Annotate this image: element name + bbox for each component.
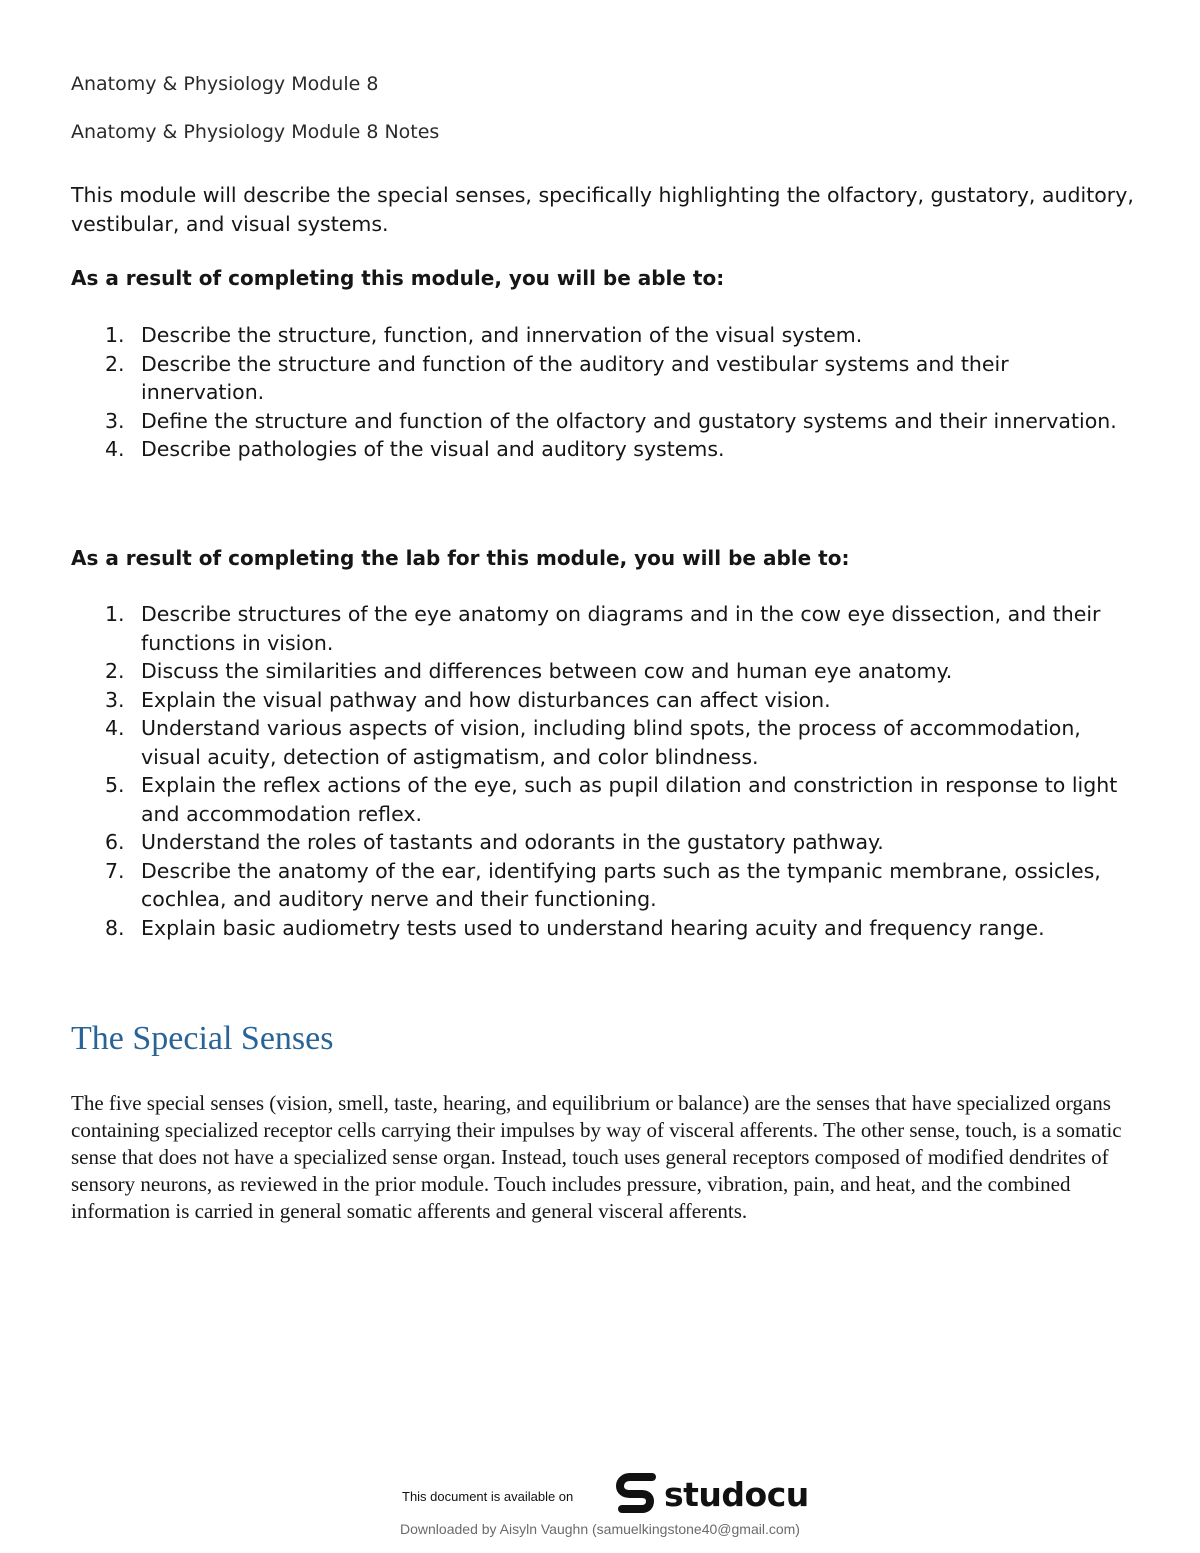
list-number: 1. [105,602,125,626]
list-item [71,771,1131,828]
list-item [71,857,1131,914]
list-item [71,657,1131,686]
list-item [71,407,1131,436]
module-objectives-heading: As a result of completing this module, you will be able to: [71,266,725,290]
list-item-text: Explain basic audiometry tests used to understand hearing acuity and frequency range. [141,915,1045,940]
list-number: 3. [105,687,125,712]
list-item-text: Describe the structure and function of the auditory and vestibular systems and their innervation. [141,351,1009,404]
list-item [71,435,1131,464]
list-item-text: Describe pathologies of the visual and auditory systems. [141,437,725,461]
list-item [71,686,1131,715]
document-header-title: Anatomy & Physiology Module 8 [71,73,379,95]
list-item [71,600,1131,657]
studocu-footer [0,1468,1200,1548]
list-number: 4. [105,716,125,740]
list-item-text: Understand various aspects of vision, including blind spots, the process of accommodation, visual acuity, detection of astigmatism, and color blindness. [141,716,1081,769]
list-item-text: Describe the anatomy of the ear, identifying parts such as the tympanic membrane, ossicles, cochlea, and auditory nerve and their functioning. [141,858,1101,911]
document-header-subtitle: Anatomy & Physiology Module 8 Notes [71,121,440,143]
list-item-text: Understand the roles of tastants and odorants in the gustatory pathway. [141,830,884,854]
list-item [71,828,1131,857]
list-number: 8. [105,915,125,940]
studocu-logo-icon [614,1471,660,1517]
lab-objectives-heading: As a result of completing the lab for this module, you will be able to: [71,546,850,570]
list-number: 1. [105,323,125,347]
intro-paragraph: This module will describe the special senses, specifically highlighting the olfactory, gustatory, auditory, vestibular, and visual systems. [71,183,1134,236]
list-item [71,350,1131,407]
section-heading: The Special Senses [71,1020,334,1057]
list-number: 2. [105,659,125,683]
list-item-text: Discuss the similarities and differences between cow and human eye anatomy. [141,659,953,683]
list-item [71,321,1131,350]
studocu-logo-text: studocu [664,1474,809,1514]
list-item-text: Explain the reflex actions of the eye, such as pupil dilation and constriction in response to light and accommodation reflex. [141,773,1118,826]
list-number: 2. [105,351,125,376]
list-item [71,914,1131,943]
lab-objectives-list [71,600,1131,942]
list-number: 4. [105,437,125,461]
availability-text: This document is available on [402,1489,574,1504]
list-item-text: Explain the visual pathway and how disturbances can affect vision. [141,687,831,712]
list-item [71,714,1131,771]
list-item-text: Describe structures of the eye anatomy on diagrams and in the cow eye dissection, and their functions in vision. [141,602,1101,655]
list-item-text: Define the structure and function of the olfactory and gustatory systems and their innervation. [141,408,1117,433]
list-number: 7. [105,858,125,883]
list-item-text: Describe the structure, function, and innervation of the visual system. [141,323,863,347]
downloaded-by-text: Downloaded by Aisyln Vaughn (samuelkingstone40@gmail.com) [400,1521,800,1537]
module-objectives-list [71,321,1131,464]
list-number: 6. [105,830,125,854]
list-number: 3. [105,408,125,433]
section-paragraph: The five special senses (vision, smell, taste, hearing, and equilibrium or balance) are the senses that have specialized organs containing specialized receptor cells carrying their impulses by way of visceral afferents. The other sense, touch, is a somatic sense that does not have a specialized sense organ. Instead, touch uses general receptors composed of modified dendrites of sensory neurons, as reviewed in the prior module. Touch includes pressure, vibration, pain, and heat, and the combined information is carried in general somatic afferents and general visceral afferents. [71,1091,1122,1223]
list-number: 5. [105,773,125,797]
studocu-logo[interactable] [614,1470,809,1518]
